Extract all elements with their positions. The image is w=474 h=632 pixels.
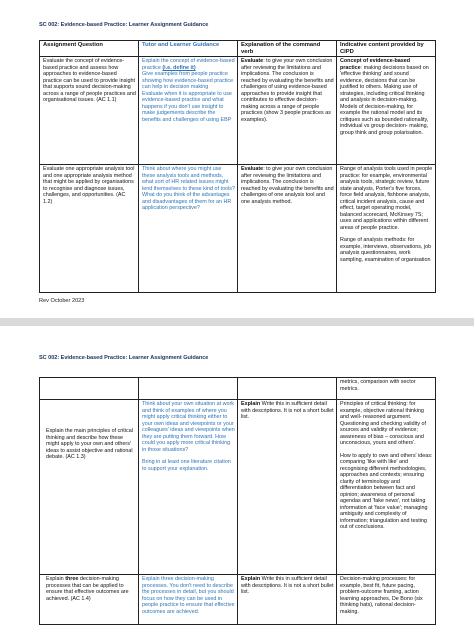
guidance-cell (139, 400, 238, 575)
question-text: Evaluate the concept of evidence-based practice and assess how approaches to evidence-based practice can be used to provide insight that supports sound decision-making across a range of people practices and organisational issues. (AC 1.1) (43, 58, 136, 104)
guidance-cell (139, 575, 238, 625)
page-divider (0, 318, 474, 326)
question-emphasis: three (65, 576, 79, 582)
cipd-content-cell (337, 165, 436, 293)
cipd-text: Principles of critical thinking: for example, objective rational thinking and well- reasoned argument. Questioning and checking validity of sources and validity of evidence; awareness of bias – conscious and unconscious, yours and others'. (340, 401, 427, 446)
command-verb: Explain (241, 401, 261, 407)
question-cell (40, 378, 139, 400)
question-text: Explain (46, 576, 66, 582)
guidance-text: Give examples from people practice showing how evidence-based practice can help in decision making (142, 71, 234, 91)
define-emphasis: (i.e. define it) (162, 64, 196, 71)
command-verb-explanation: Write this in sufficient detail with descriptions. It is not a short bullet list. (241, 576, 334, 595)
question-cell (40, 57, 139, 165)
question-cell (40, 165, 139, 293)
guidance-text: Explain three decision-making processes. You don't need to describe the processes in detail, but you should focus on how they can be used in people practice to ensure that effective outcomes are achieved. (142, 576, 235, 615)
guidance-cell (139, 165, 238, 293)
cipd-text: Range of analysis tools used in people practice: for example, environmental analysis tools, strategic review, future state analysis, Porter's five forces, force field analysis, fishbone analysis, critical incident analysis, cause and effect, target operating model, balanced scorecard, McKinsey 7S; uses and applications within different areas of people practice. (340, 166, 433, 231)
command-verb: Explain (241, 576, 261, 582)
guidance-text: Explain the concept of evidence-based practice (142, 58, 235, 71)
guidance-cell (139, 57, 238, 165)
command-verb-cell (238, 400, 337, 575)
question-text: Evaluate one appropriate analysis tool and one appropriate analysis method that might be applied by organisations to recognise and diagnose issues, challenges, and opportunities. (AC 1.2) (43, 166, 135, 205)
cipd-content-cell (337, 378, 436, 400)
command-verb-explanation: : to give your own conclusion after reviewing the limitations and implications. The conclusion is reached by evaluating the benefits and challenges of one analysis tool and one analysis method. (241, 166, 334, 205)
guidance-text: Evaluate when it is appropriate to use evidence-based practice and what happens if you don't use insight to make judgements describe the benefits and challenges of using EBP (142, 90, 232, 123)
cipd-text: How to apply to own and others' ideas: comparing 'like with like' and recognising different methodologies, approaches and contexts; ensuring clarity of terminology and differentiation between fact and opinion; awareness of personal agendas and 'fake news', not taking information at 'face value'; managing ambiguity and complexity of information; triangulation and testing out of conclusions. (340, 452, 433, 530)
table-row (40, 57, 436, 165)
question-text: decision-making processes that can be applied to ensure that effective outcomes are achieved. (AC 1.4) (46, 576, 129, 602)
table-header-row (40, 41, 436, 57)
command-verb-cell (238, 165, 337, 293)
command-verb: Evaluate (241, 166, 264, 173)
command-verb-explanation: Write this in sufficient detail with descriptions. It is not a short bullet list. (241, 401, 334, 420)
guidance-text: Bring in at least one literature citation to support your explanation. (142, 459, 231, 472)
cipd-content-cell (337, 575, 436, 625)
table-row (40, 400, 436, 575)
page-footer: Rev October 2023 (39, 298, 85, 304)
guidance-cell (139, 378, 238, 400)
table-row (40, 165, 436, 293)
guidance-text: Think about where you might use these analysis tools and methods, what sort of HR related issues might lend themselves to these kind of tools? What do you think of the advantages and disadvantages of them for an HR application perspective? (142, 166, 235, 212)
cipd-text: Decision-making processes: for example, best fit, future pacing, problem-outcome framing, action learning approaches, De Bono (six thinking hats), rational decision-making. (340, 576, 423, 615)
command-verb-cell (238, 378, 337, 400)
guidance-table-page-one (39, 40, 436, 293)
question-text: Explain the main principles of critical thinking and describe how these might apply to your own and others' ideas to assist objective and rational debate. (AC 1.3) (46, 428, 133, 460)
cipd-text: : making decisions based on 'effective thinking' and sound evidence, decisions that can be justified to others. Making use of strategies, including critical thinking and analysis in decision-making. Models of decision-making, for example the rational model and its critiques such as bounded rationality, individual vs group decision- making, group think and group polarisation. (340, 64, 429, 136)
command-verb-cell (238, 575, 337, 625)
question-cell (40, 575, 139, 625)
page-header: SC 002: Evidence-based Practice: Learner Assignment Guidance (39, 355, 209, 361)
command-verb: Evaluate (241, 58, 264, 65)
cipd-text: metrics, comparison with sector metrics. (340, 379, 416, 392)
page-header: SC 002: Evidence-based Practice: Learner Assignment Guidance (39, 22, 209, 28)
guidance-text: Think about your own situation at work and think of examples of where you might apply critical thinking either to your own ideas and viewpoints or your colleagues' ideas and viewpoints when they are putting them forward. How could you apply more critical thinking in those situations? (142, 401, 235, 453)
column-header-assignment-question: Assignment Question (40, 41, 139, 57)
command-verb-explanation: : to give your own conclusion after reviewing the limitations and implications. The conclusion is reached by evaluating the benefits and challenges of using evidence-based approaches to provide insight that contributes to effective decision-making across a range of people practices (show 3 people practices as examples). (241, 58, 334, 123)
cipd-heading: Concept of evidence-based practice (340, 58, 411, 71)
question-cell (40, 400, 139, 575)
cipd-content-cell (337, 57, 436, 165)
column-header-cipd-content: Indicative content provided by CIPD (337, 41, 436, 57)
table-row (40, 575, 436, 625)
guidance-table-page-two (39, 377, 436, 625)
column-header-tutor-guidance: Tutor and Learner Guidance (139, 41, 238, 57)
command-verb-cell (238, 57, 337, 165)
cipd-content-cell (337, 400, 436, 575)
cipd-text: Range of analysis methods: for example, interviews, observations, job analysis questionnaires, work sampling, examination of organisation (340, 237, 432, 263)
column-header-command-verb: Explanation of the command verb (238, 41, 337, 57)
table-row (40, 378, 436, 400)
